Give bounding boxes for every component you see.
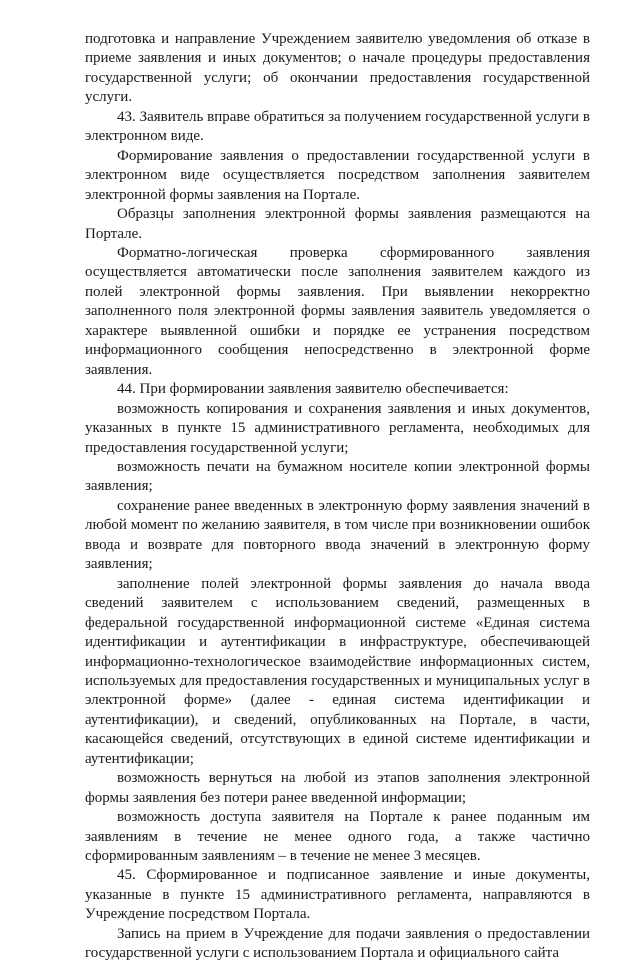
document-page <box>85 30 590 964</box>
paragraph-copy-save: возможность копирования и сохранения заявления и иных документов, указанных в пункте 15 административного регламента, необходимых для предоставления государственной услуги; <box>85 400 590 456</box>
paragraph-access-history: возможность доступа заявителя на Портале к ранее поданным им заявлениям в течение не менее одного года, а также частично сформированным заявлениям – в течение не менее 3 месяцев. <box>85 809 590 865</box>
paragraph-form-creation: Формирование заявления о предоставлении государственной услуги в электронном виде осуществляется посредством заполнения заявителем электронной формы заявления на Портале. <box>85 147 590 203</box>
paragraph-form-samples: Образцы заполнения электронной формы заявления размещаются на Портале. <box>85 206 590 242</box>
paragraph-44: 44. При формировании заявления заявителю обеспечивается: <box>117 381 509 398</box>
paragraph-return-step: возможность вернуться на любой из этапов заполнения электронной формы заявления без потери ранее введенной информации; <box>85 770 590 806</box>
paragraph-print: возможность печати на бумажном носителе копии электронной формы заявления; <box>85 458 590 495</box>
paragraph-45: 45. Сформированное и подписанное заявление и иные документы, указанные в пункте 15 административного регламента, направляются в Учреждение посредством Портала. <box>85 867 590 923</box>
paragraph-notification-tail: подготовка и направление Учреждением заявителю уведомления об отказе в приеме заявления и иных документов; о начале процедуры предоставления государственной услуги; об окончании предоставления государственной услуги. <box>85 31 590 106</box>
paragraph-43: 43. Заявитель вправе обратиться за получением государственной услуги в электронном виде. <box>85 108 590 145</box>
paragraph-format-check: Форматно-логическая проверка сформированного заявления осуществляется автоматически после заполнения заявителем каждого из полей электронной формы заявления. При выявлении некорректно заполненного поля электронной формы заявления заявитель уведомляется о характере выявленной ошибки и порядке ее устранения посредством информационного сообщения непосредственно в электронной форме заявления. <box>85 244 590 378</box>
paragraph-autofill: заполнение полей электронной формы заявления до начала ввода сведений заявителем с использованием сведений, размещенных в федеральной государственной информационной системе «Единая система идентификации и аутентификации в инфраструктуре, обеспечивающей информационно-технологическое взаимодействие информационных систем, используемых для предоставления государственных и муниципальных услуг в электронной форме» (далее - единая система идентификации и аутентификации), и сведений, опубликованных на Портале, в части, касающейся сведений, отсутствующих в единой системе идентификации и аутентификации; <box>85 575 590 767</box>
paragraph-save-values: сохранение ранее введенных в электронную форму заявления значений в любой момент по желанию заявителя, в том числе при возникновении ошибок ввода и возврате для повторного ввода значений в электронную форму заявления; <box>85 497 590 573</box>
paragraph-appointment: Запись на прием в Учреждение для подачи заявления о предоставлении государственной услуги с использованием Портала и официального сайта <box>85 925 590 962</box>
